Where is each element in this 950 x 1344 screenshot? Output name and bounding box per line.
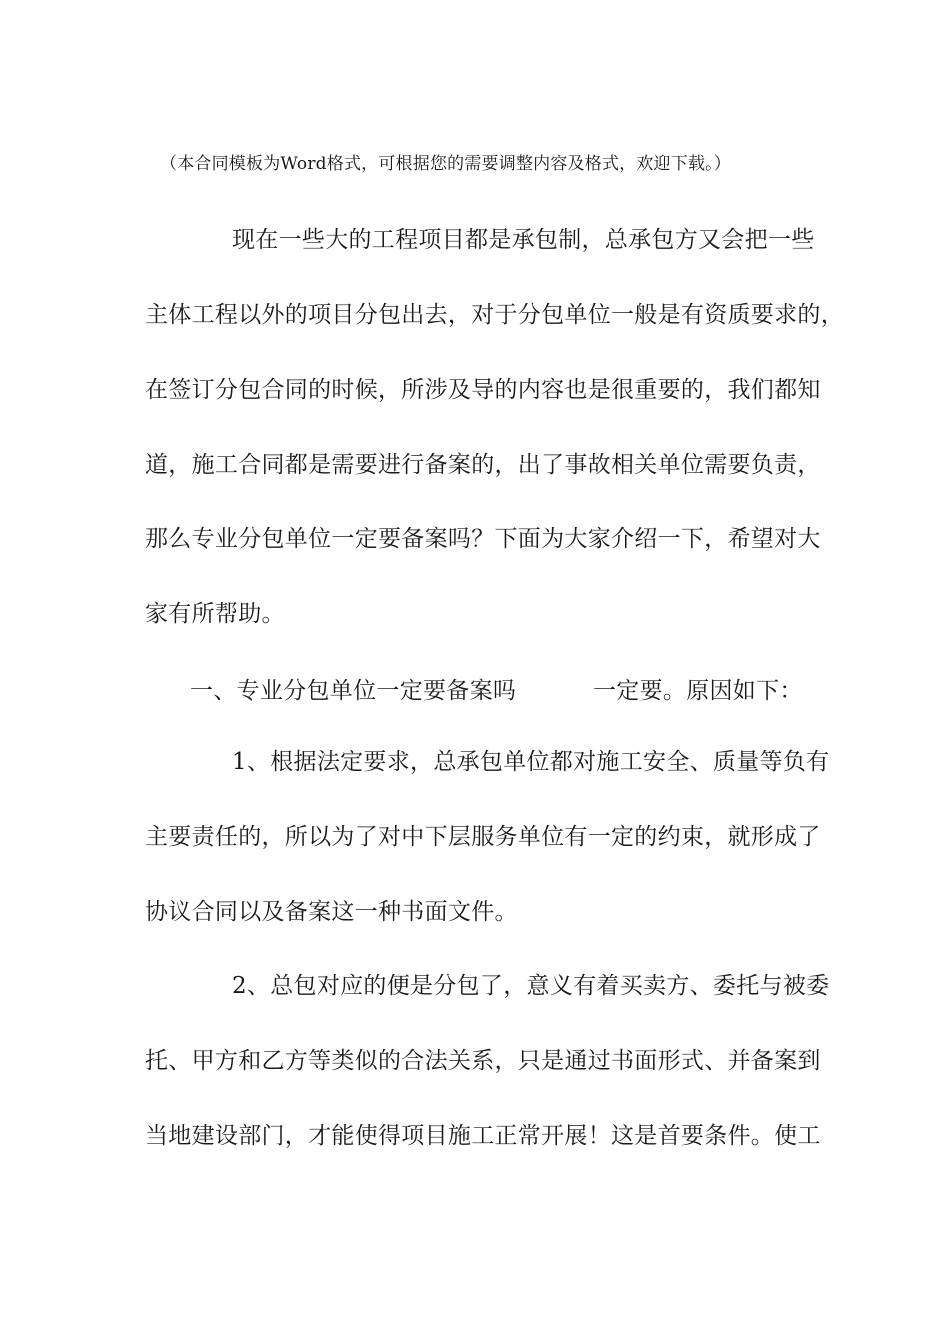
paragraph-line: 主体工程以外的项目分包出去，对于分包单位一般是有资质要求的， [145,302,844,328]
point-line: 当地建设部门，才能使得项目施工正常开展！这是首要条件。使工 [145,1123,821,1149]
template-note: （本合同模板为Word格式，可根据您的需要调整内容及格式，欢迎下载。） [160,154,732,174]
paragraph-line: 在签订分包合同的时候，所涉及导的内容也是很重要的，我们都知 [145,377,821,403]
point-line: 2、总包对应的便是分包了，意义有着买卖方、委托与被委 [232,973,830,999]
point-line: 托、甲方和乙方等类似的合法关系，只是通过书面形式、并备案到 [145,1048,821,1074]
paragraph-line: 家有所帮助。 [145,601,285,627]
point-line: 主要责任的，所以为了对中下层服务单位有一定的约束，就形成了 [145,824,821,850]
point-line: 1、根据法定要求，总承包单位都对施工安全、质量等负有 [232,749,830,775]
section-answer: 一定要。原因如下： [593,678,803,704]
paragraph-line: 现在一些大的工程项目都是承包制，总承包方又会把一些 [232,227,815,253]
section-heading: 一、专业分包单位一定要备案吗 [190,678,517,704]
point-line: 协议合同以及备案这一种书面文件。 [145,899,518,925]
paragraph-line: 那么专业分包单位一定要备案吗？下面为大家介绍一下，希望对大 [145,526,821,552]
paragraph-line: 道，施工合同都是需要进行备案的，出了事故相关单位需要负责， [145,452,821,478]
